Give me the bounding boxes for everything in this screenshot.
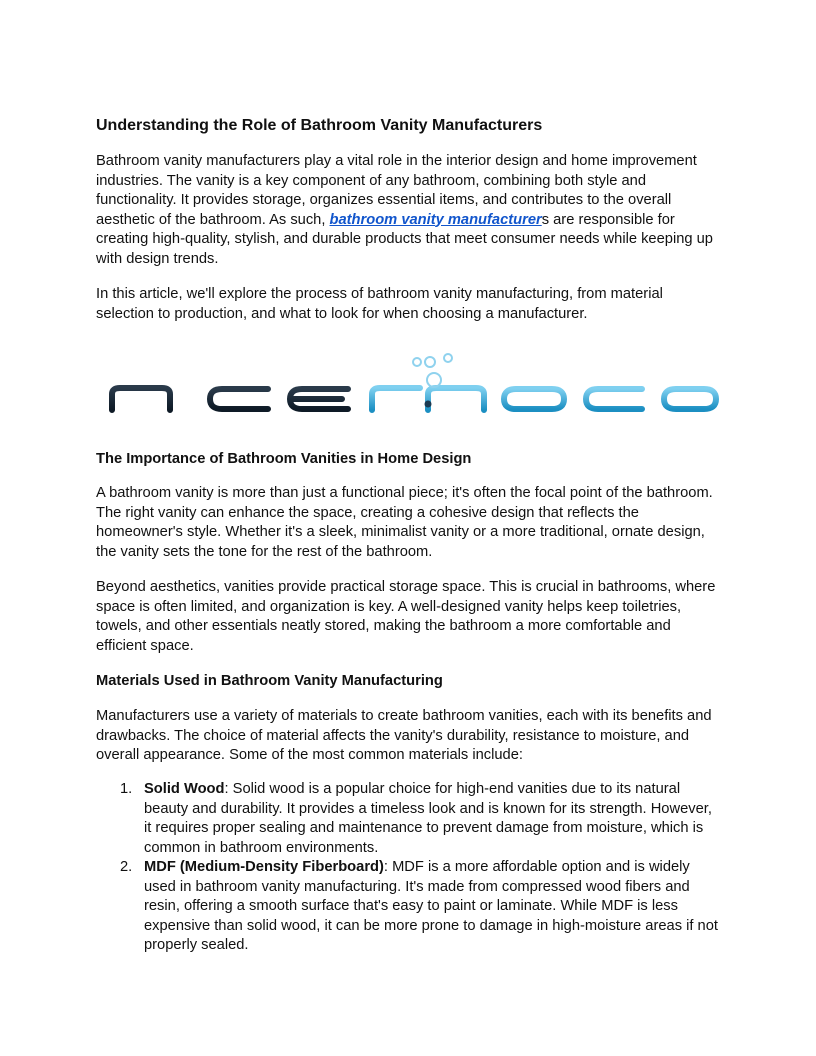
- material-term: Solid Wood: [144, 781, 225, 797]
- material-desc: : MDF is a more affordable option and is widely: [383, 859, 690, 875]
- list-number: 1.: [120, 781, 133, 797]
- intro-line: creating high-quality, stylish, and durable products that meet consumer needs while keeping up: [96, 231, 713, 247]
- importance-line: homeowner's style. Whether it's a sleek, minimalist vanity or a more traditional, ornate design,: [96, 524, 705, 540]
- storage-line: efficient space.: [96, 637, 194, 654]
- material-desc: : Solid wood is a popular choice for high-end vanities due to its natural: [224, 781, 681, 797]
- intro-line: functionality. It provides storage, organizes essential items, and contributes to the overall: [96, 192, 672, 208]
- materials-list: [96, 780, 720, 956]
- materials-paragraph: [96, 707, 720, 766]
- page-title: Understanding the Role of Bathroom Vanity Manufacturers: [96, 117, 543, 134]
- manufacturer-link[interactable]: bathroom vanity manufacturer: [329, 211, 542, 228]
- material-term: MDF (Medium-Density Fiberboard): [144, 859, 384, 875]
- materials-line: overall appearance. Some of the most common materials include:: [96, 747, 523, 763]
- importance-paragraph-2: [96, 578, 720, 656]
- importance-paragraph-1: [96, 484, 720, 562]
- intro-line: Bathroom vanity manufacturers play a vital role in the interior design and home improvement: [96, 153, 697, 169]
- material-desc: common in bathroom environments.: [144, 839, 379, 856]
- nicemoco-logo: [104, 350, 724, 422]
- section-heading-importance: The Importance of Bathroom Vanities in Home Design: [96, 451, 472, 467]
- material-desc: it requires proper sealing and maintenance to prevent damage from moisture, which is: [144, 820, 704, 836]
- materials-line: Manufacturers use a variety of materials to create bathroom vanities, each with its benefits and: [96, 708, 712, 724]
- list-number: 2.: [120, 859, 133, 875]
- overview-paragraph: [96, 285, 720, 324]
- section-heading-materials: Materials Used in Bathroom Vanity Manufacturing: [96, 673, 443, 689]
- storage-line: Beyond aesthetics, vanities provide practical storage space. This is crucial in bathrooms, where: [96, 579, 716, 595]
- material-desc: resin, offering a smooth surface that's easy to paint or laminate. While MDF is less: [144, 898, 678, 914]
- intro-line: industries. The vanity is a key component of any bathroom, combining both style and: [96, 172, 646, 189]
- overview-line: selection to production, and what to look for when choosing a manufacturer.: [96, 305, 588, 322]
- list-item: [96, 780, 720, 858]
- importance-line: the vanity sets the tone for the rest of the bathroom.: [96, 543, 433, 560]
- importance-line: The right vanity can enhance the space, creating a cohesive design that reflects the: [96, 504, 639, 521]
- storage-line: space is often limited, and organization is key. A well-designed vanity helps keep toiletries,: [96, 598, 682, 615]
- list-item: [96, 858, 720, 956]
- material-desc: expensive than solid wood, it can be more prone to damage in high-moisture areas if not: [144, 917, 718, 934]
- importance-line: A bathroom vanity is more than just a functional piece; it's often the focal point of the bathroom.: [96, 485, 713, 501]
- intro-line-after-link: s are responsible for: [541, 211, 675, 228]
- overview-line: In this article, we'll explore the process of bathroom vanity manufacturing, from material: [96, 286, 663, 302]
- intro-line: with design trends.: [96, 250, 219, 267]
- intro-line-before-link: aesthetic of the bathroom. As such,: [96, 211, 330, 228]
- material-desc: properly sealed.: [144, 937, 249, 953]
- material-desc: beauty and durability. It provides a timeless look and is known for its strength. However,: [144, 800, 712, 817]
- material-desc: used in bathroom vanity manufacturing. It's made from compressed wood fibers and: [144, 878, 690, 895]
- storage-line: towels, and other essentials neatly stored, making the bathroom a more comfortable and: [96, 618, 671, 634]
- intro-paragraph: [96, 152, 720, 269]
- intro-line-with-link: [96, 211, 720, 231]
- materials-line: drawbacks. The choice of material affects the vanity's durability, resistance to moisture, and: [96, 727, 690, 744]
